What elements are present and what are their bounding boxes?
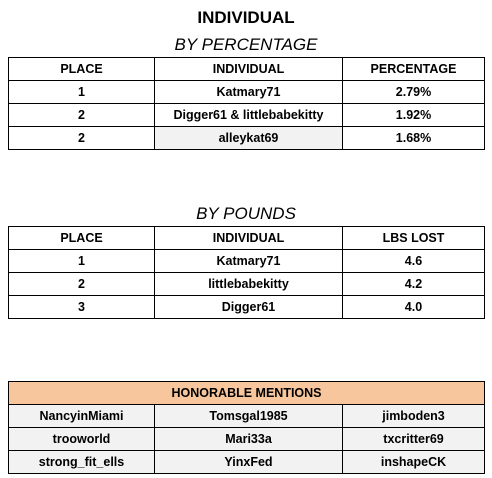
- percentage-table: [8, 57, 485, 150]
- table-header-row: [9, 58, 485, 81]
- mention-cell: trooworld: [9, 428, 155, 451]
- lbs-lost-cell: 4.2: [343, 273, 485, 296]
- percentage-cell: 1.92%: [343, 104, 485, 127]
- column-header-percentage: PERCENTAGE: [343, 58, 485, 81]
- table-row: [9, 273, 485, 296]
- place-cell: 3: [9, 296, 155, 319]
- honorable-mentions-table: [8, 381, 485, 474]
- mention-cell: txcritter69: [343, 428, 485, 451]
- percentage-cell: 1.68%: [343, 127, 485, 150]
- table-row: [9, 296, 485, 319]
- lbs-lost-cell: 4.6: [343, 250, 485, 273]
- place-cell: 2: [9, 104, 155, 127]
- column-header-lbs-lost: LBS LOST: [343, 227, 485, 250]
- pounds-table: [8, 226, 485, 319]
- mention-cell: strong_fit_ells: [9, 451, 155, 474]
- table-row: [9, 81, 485, 104]
- page-title: INDIVIDUAL: [197, 8, 295, 27]
- table-row: [9, 451, 485, 474]
- mention-cell: Mari33a: [155, 428, 343, 451]
- percentage-section-title: BY PERCENTAGE: [174, 35, 318, 54]
- individual-cell: littlebabekitty: [155, 273, 343, 296]
- column-header-individual: INDIVIDUAL: [155, 227, 343, 250]
- percentage-cell: 2.79%: [343, 81, 485, 104]
- place-cell: 2: [9, 127, 155, 150]
- honorable-mentions-header: HONORABLE MENTIONS: [9, 382, 485, 405]
- mention-cell: Tomsgal1985: [155, 405, 343, 428]
- pounds-section-title: BY POUNDS: [196, 204, 296, 223]
- place-cell: 1: [9, 81, 155, 104]
- lbs-lost-cell: 4.0: [343, 296, 485, 319]
- individual-cell: Katmary71: [155, 250, 343, 273]
- table-row: [9, 405, 485, 428]
- column-header-individual: INDIVIDUAL: [155, 58, 343, 81]
- table-row: [9, 250, 485, 273]
- individual-cell: Katmary71: [155, 81, 343, 104]
- mention-cell: NancyinMiami: [9, 405, 155, 428]
- column-header-place: PLACE: [9, 227, 155, 250]
- individual-cell: Digger61 & littlebabekitty: [155, 104, 343, 127]
- individual-cell: Digger61: [155, 296, 343, 319]
- table-header-row: [9, 227, 485, 250]
- place-cell: 2: [9, 273, 155, 296]
- mention-cell: inshapeCK: [343, 451, 485, 474]
- table-row: [9, 428, 485, 451]
- table-row: [9, 127, 485, 150]
- table-row: [9, 104, 485, 127]
- individual-cell: alleykat69: [155, 127, 343, 150]
- table-header-row: [9, 382, 485, 405]
- place-cell: 1: [9, 250, 155, 273]
- column-header-place: PLACE: [9, 58, 155, 81]
- mention-cell: YinxFed: [155, 451, 343, 474]
- mention-cell: jimboden3: [343, 405, 485, 428]
